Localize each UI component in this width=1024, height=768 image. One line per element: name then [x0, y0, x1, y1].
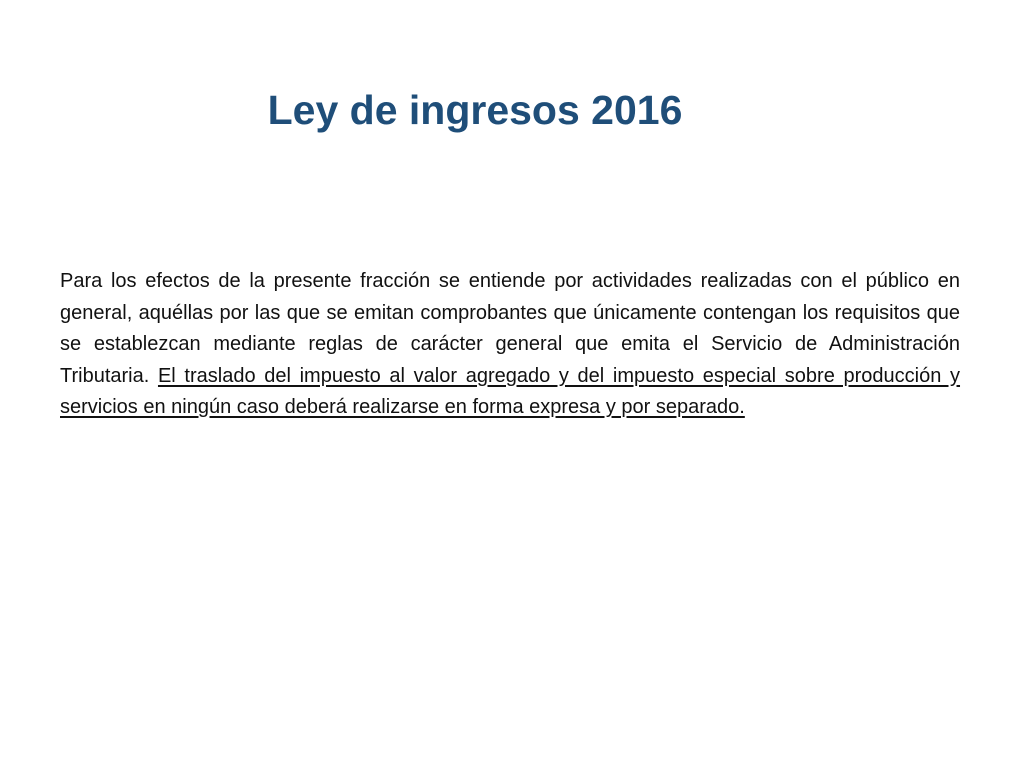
paragraph-underlined-text: El traslado del impuesto al valor agregado y del impuesto especial sobre producción y servicios en ningún caso deberá realizarse en forma expresa y por separado. [60, 364, 961, 418]
slide-paragraph [60, 266, 960, 424]
paragraph-plain-text: Para los efectos de la presente fracción se entiende por actividades realizadas con el público en general, aquéllas por las que se emitan comprobantes que únicamente contengan los requisitos que se establezcan mediante reglas de carácter general que emita el Servicio de Administración Tributaria. [60, 270, 960, 387]
slide-title: Ley de ingresos 2016 [267, 87, 683, 133]
